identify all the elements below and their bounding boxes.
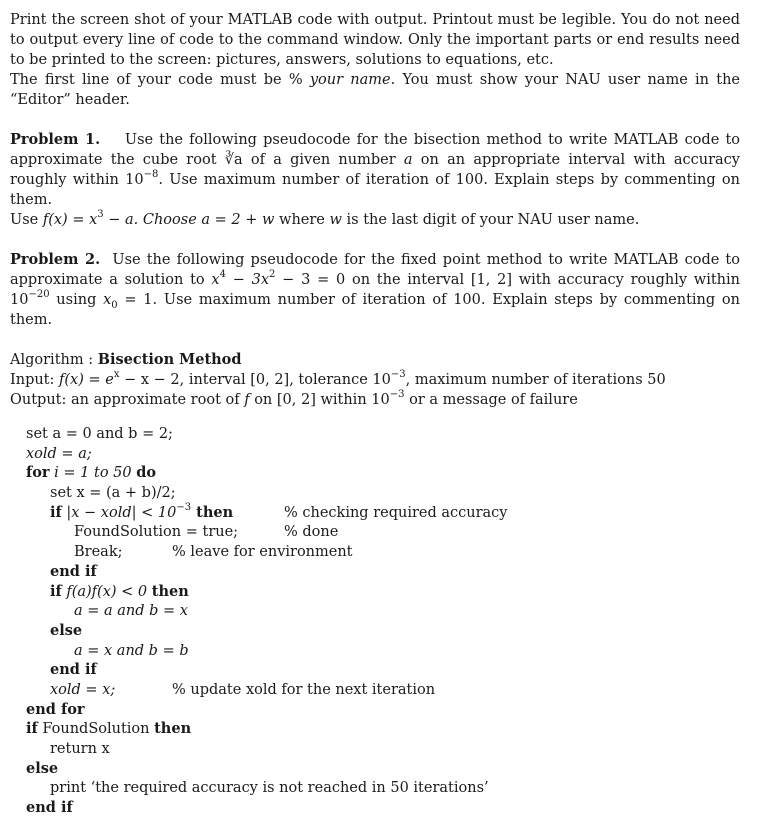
problem-1-text-d: . Use maximum number of iteration of 100. Explain steps by commenting on them. <box>10 172 740 208</box>
intro-text-1: Print the screen shot of your MATLAB code with output. Printout must be legible. You do not need to output every line of code to the command window. Only the important parts or end results need to be printed to the screen: pictures, answers, solutions to equations, etc. <box>10 12 740 68</box>
code-line-5 <box>26 503 740 523</box>
problem-2-x: x <box>211 272 220 288</box>
code-line-12 <box>26 641 740 661</box>
cube-root-expr: ∛a <box>224 152 243 168</box>
problem-1 <box>10 130 740 230</box>
code-l14: xold = x; <box>50 681 116 698</box>
problem-1-label: Problem 1. <box>10 131 101 148</box>
problem-2-text-c: using <box>49 292 104 308</box>
problem-1-var-a: a <box>403 152 413 168</box>
code-l5-rest: |x − xold| < 10 <box>61 504 177 521</box>
code-l9-rest: f(a)f(x) < 0 <box>61 583 152 600</box>
problem-2-x0: x <box>103 292 112 308</box>
intro-your-name: your name <box>309 72 391 88</box>
problem-1-line2-e: is the last digit of your NAU user name. <box>341 212 640 228</box>
code-l3-kw2: do <box>136 464 157 482</box>
code-l11: else <box>50 621 83 639</box>
algorithm-input-fx: f(x) = e <box>59 372 114 388</box>
code-comment-accuracy: % checking required accuracy <box>284 504 508 521</box>
algorithm-input-b: − x − 2, interval [0, 2], tolerance 10 <box>119 372 391 388</box>
intro-paragraph-2 <box>10 70 740 110</box>
intro-text-2a: The first line of your code must be % <box>10 72 310 88</box>
problem-1-fx-exp: 3 <box>97 209 104 221</box>
code-line-17 <box>26 739 740 759</box>
code-line-10 <box>26 601 740 621</box>
code-line-8 <box>26 562 740 582</box>
problem-1-text-a: Use the following pseudocode for the bisection method to write MATLAB code to approximate the cube root <box>10 132 740 168</box>
code-l17: return x <box>50 741 110 757</box>
problem-2-exp4: 4 <box>219 269 226 281</box>
code-line-7 <box>26 542 740 562</box>
code-line-9 <box>26 582 740 602</box>
intro-text-2b: . You must show your NAU user name in the “Editor” header. <box>10 72 740 108</box>
algorithm-output-a: Output: an approximate root of <box>10 392 245 408</box>
problem-1-text-b: of a given number <box>242 152 404 168</box>
code-comment-update: % update xold for the next iteration <box>172 681 436 698</box>
algorithm-input-c: , maximum number of iterations 50 <box>405 372 666 388</box>
problem-2 <box>10 250 740 330</box>
problem-1-line2-c: a = 2 + w <box>201 212 275 228</box>
code-line-3 <box>26 463 740 483</box>
code-l13: end if <box>50 661 97 679</box>
code-l5-kw2: then <box>191 503 234 521</box>
algorithm-input-a: Input: <box>10 372 60 388</box>
code-line-1 <box>26 424 740 444</box>
code-line-18 <box>26 759 740 779</box>
code-l9-kw2: then <box>151 582 189 600</box>
problem-2-text-a: Use the following pseudocode for the fixed point method to write MATLAB code to approximate a solution to <box>10 252 740 288</box>
code-comment-leave: % leave for environment <box>172 544 353 561</box>
problem-1-line2-b: − a. Choose <box>103 212 202 228</box>
code-l19: print ‘the required accuracy is not reached in 50 iterations’ <box>50 780 489 797</box>
algorithm-title-prefix: Algorithm : <box>10 352 98 368</box>
code-l15: end for <box>26 700 85 718</box>
code-l3-kw: for <box>26 464 50 482</box>
code-l5-exp: −3 <box>176 501 192 513</box>
code-line-2 <box>26 444 740 464</box>
algorithm-output-b: on [0, 2] within 10 <box>249 392 390 408</box>
problem-1-line2-d: where <box>274 212 330 228</box>
problem-1-w: w <box>329 212 342 228</box>
code-l5-kw: if <box>50 503 62 521</box>
code-l16-rest: FoundSolution <box>37 721 155 738</box>
problem-2-exp2: 2 <box>269 269 276 281</box>
problem-1-line2-a: Use <box>10 212 43 228</box>
code-l18: else <box>26 759 59 777</box>
code-l16-kw2: then <box>154 720 192 738</box>
problem-2-exp20: −20 <box>28 289 50 301</box>
code-l20: end if <box>26 799 73 817</box>
algorithm-header <box>10 350 740 410</box>
code-line-20 <box>26 798 740 818</box>
code-line-4 <box>26 483 740 503</box>
code-l8: end if <box>50 562 97 580</box>
code-line-11 <box>26 621 740 641</box>
code-l10: a = a and b = x <box>74 603 188 620</box>
algorithm-output-c: or a message of failure <box>404 392 578 408</box>
code-l12: a = x and b = b <box>74 642 189 659</box>
code-l6: FoundSolution = true; <box>74 524 239 541</box>
problem-2-label: Problem 2. <box>10 251 101 268</box>
pseudocode-block <box>26 424 740 818</box>
code-l3-rest: i = 1 to 50 <box>49 465 137 482</box>
code-line-14 <box>26 680 740 700</box>
code-l7: Break; <box>74 544 123 561</box>
intro-paragraph-1 <box>10 10 740 70</box>
code-line-13 <box>26 660 740 680</box>
algorithm-input-exp2: −3 <box>390 369 406 381</box>
algorithm-title-bold: Bisection Method <box>97 351 242 368</box>
problem-1-exp: −8 <box>143 169 159 181</box>
algorithm-title <box>10 350 740 370</box>
code-line-6 <box>26 522 740 542</box>
algorithm-output-exp: −3 <box>389 389 405 401</box>
code-line-19 <box>26 778 740 798</box>
algorithm-input-exp: x <box>113 369 120 381</box>
problem-2-minus3x: − 3x <box>225 272 270 288</box>
code-l16-kw: if <box>26 720 38 738</box>
algorithm-output-f: f <box>244 392 250 408</box>
problem-1-fx: f(x) = x <box>42 212 98 228</box>
problem-2-sub0: 0 <box>111 299 118 311</box>
problem-2-text-d: = 1. Use maximum number of iteration of 100. Explain steps by commenting on them. <box>10 292 740 328</box>
code-l4: set x = (a + b)/2; <box>50 485 176 502</box>
code-l1: set a = 0 and b = 2; <box>26 426 173 442</box>
code-l2: xold = a; <box>26 445 92 462</box>
problem-2-text-b: − 3 = 0 on the interval [1, 2] with accuracy roughly within 10 <box>10 272 740 308</box>
problem-1-text-c: on an appropriate interval with accuracy roughly within 10 <box>10 152 740 188</box>
code-l9-kw: if <box>50 582 62 600</box>
algorithm-input <box>10 370 740 390</box>
code-comment-done: % done <box>284 524 339 541</box>
algorithm-output <box>10 390 740 410</box>
code-line-16 <box>26 719 740 739</box>
code-line-15 <box>26 700 740 720</box>
